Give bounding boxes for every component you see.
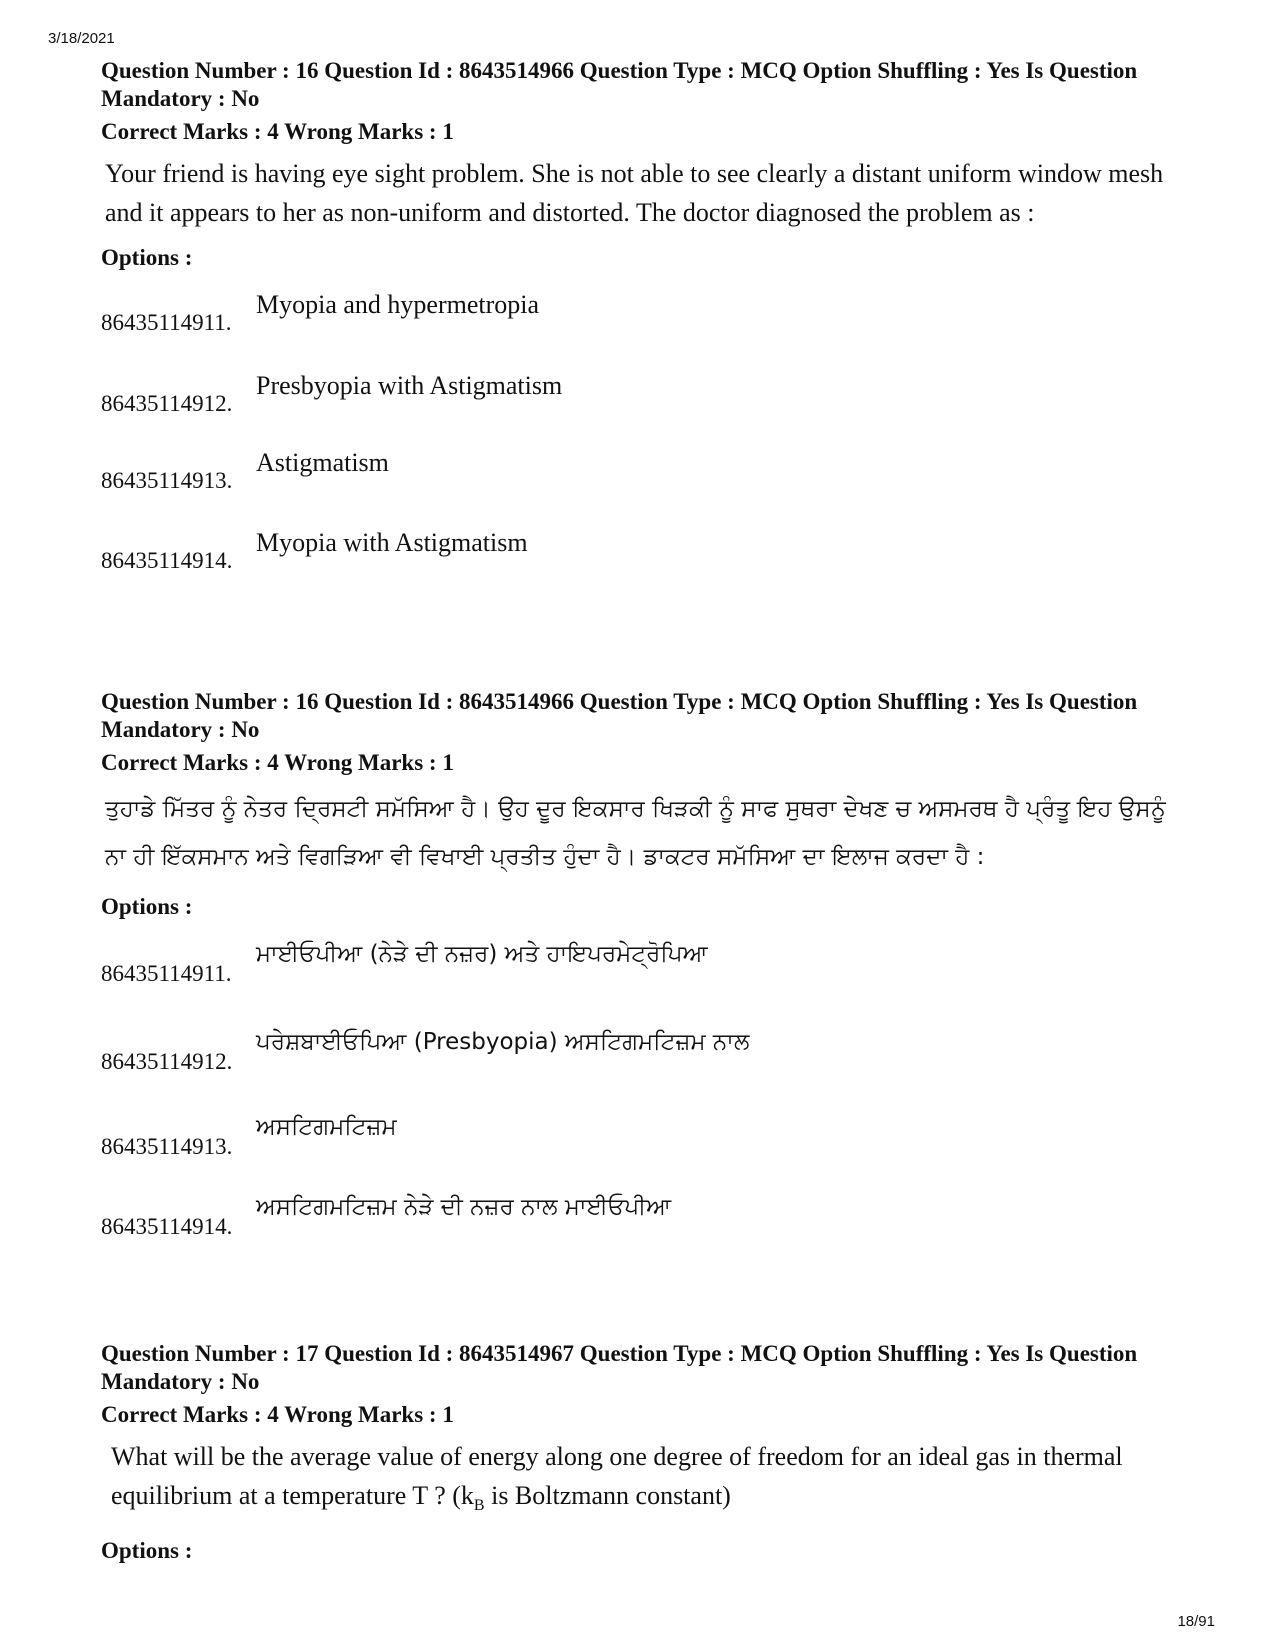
option-id: 86435114912. [101, 391, 233, 416]
question-meta: Question Number : 16 Question Id : 8643514966 Question Type : MCQ Option Shuffling : Yes Is Question Mandatory : No [101, 58, 1138, 111]
question-marks: Correct Marks : 4 Wrong Marks : 1 [101, 1402, 454, 1427]
options-label: Options : [101, 894, 193, 919]
options-label: Options : [101, 1538, 193, 1564]
option-id: 86435114911. [101, 310, 232, 335]
option[interactable] [101, 1194, 1181, 1239]
question-text [111, 1437, 1186, 1525]
question-block [101, 688, 1181, 1239]
option-id: 86435114912. [101, 1049, 233, 1074]
option[interactable] [101, 371, 1181, 416]
option-id: 86435114911. [101, 961, 232, 986]
question-marks: Correct Marks : 4 Wrong Marks : 1 [101, 750, 454, 775]
question-text-main: What will be the average value of energy along one degree of freedom for an ideal gas in thermal equilibrium at a temperature T ? (k [111, 1442, 1123, 1510]
option-id: 86435114914. [101, 1214, 233, 1239]
question-meta: Question Number : 16 Question Id : 8643514966 Question Type : MCQ Option Shuffling : Yes Is Question Mandatory : No [101, 689, 1138, 742]
option[interactable] [101, 290, 1181, 335]
boltzmann-subscript: B [473, 1497, 485, 1515]
option[interactable] [101, 528, 1181, 573]
option-text: ਪਰੇਸ਼ਬਾਈਓਪਿਆ (Presbyopia) ਅਸਟਿਗਮਟਿਜ਼ਮ ਨਾਲ [256, 1029, 750, 1055]
question-marks: Correct Marks : 4 Wrong Marks : 1 [101, 119, 454, 144]
option-text: Myopia and hypermetropia [256, 290, 540, 319]
question-block [101, 57, 1181, 573]
option[interactable] [101, 941, 1181, 986]
question-text-tail: is Boltzmann constant) [484, 1481, 731, 1510]
option-id: 86435114914. [101, 548, 233, 573]
option-text: ਮਾਈਓਪੀਆ (ਨੇੜੇ ਦੀ ਨਜ਼ਰ) ਅਤੇ ਹਾਇਪਰਮੇਟ੍ਰੋਪਿਆ [256, 941, 708, 967]
page-number: 18/91 [1177, 1613, 1215, 1630]
question-meta: Question Number : 17 Question Id : 8643514967 Question Type : MCQ Option Shuffling : Yes Is Question Mandatory : No [101, 1341, 1138, 1394]
option[interactable] [101, 448, 1181, 493]
option-text: Presbyopia with Astigmatism [256, 371, 563, 400]
option-text: Myopia with Astigmatism [256, 528, 528, 557]
option-text: ਅਸਟਿਗਮਟਿਜ਼ਮ ਨੇੜੇ ਦੀ ਨਜ਼ਰ ਨਾਲ ਮਾਈਓਪੀਆ [256, 1194, 672, 1220]
option[interactable] [101, 1029, 1181, 1074]
options-label: Options : [101, 245, 193, 270]
option-id: 86435114913. [101, 468, 233, 493]
question-text: ਤੁਹਾਡੇ ਮਿੱਤਰ ਨੂੰ ਨੇਤਰ ਦ੍ਰਿਸਟੀ ਸਮੱਸਿਆ ਹੈ। ਉਹ ਦੂਰ ਇਕਸਾਰ ਖਿੜਕੀ ਨੂੰ ਸਾਫ ਸੁਥਰਾ ਦੇਖਣ ਚ ਅਸਮਰਥ ਹੈ ਪ੍ਰੰਤੂ ਇਹ ਉਸਨੂੰ ਨਾ ਹੀ ਇੱਕਸਮਾਨ ਅਤੇ ਵਿਗੜਿਆ ਵੀ ਵਿਖਾਈ ਪ੍ਰਤੀਤ ਹੁੰਦਾ ਹੈ। ਡਾਕਟਰ ਸਮੱਸਿਆ ਦਾ ਇਲਾਜ ਕਰਦਾ ਹੈ : [105, 796, 1166, 870]
option-id: 86435114913. [101, 1134, 233, 1159]
option-text: Astigmatism [256, 448, 389, 477]
question-text: Your friend is having eye sight problem. She is not able to see clearly a distant uniform window mesh and it appears to her as non-uniform and distorted. The doctor diagnosed the problem as : [105, 159, 1164, 227]
option[interactable] [101, 1114, 1181, 1159]
question-block [101, 1340, 1181, 1565]
page-date: 3/18/2021 [48, 30, 115, 47]
option-text: ਅਸਟਿਗਮਟਿਜ਼ਮ [256, 1114, 397, 1140]
